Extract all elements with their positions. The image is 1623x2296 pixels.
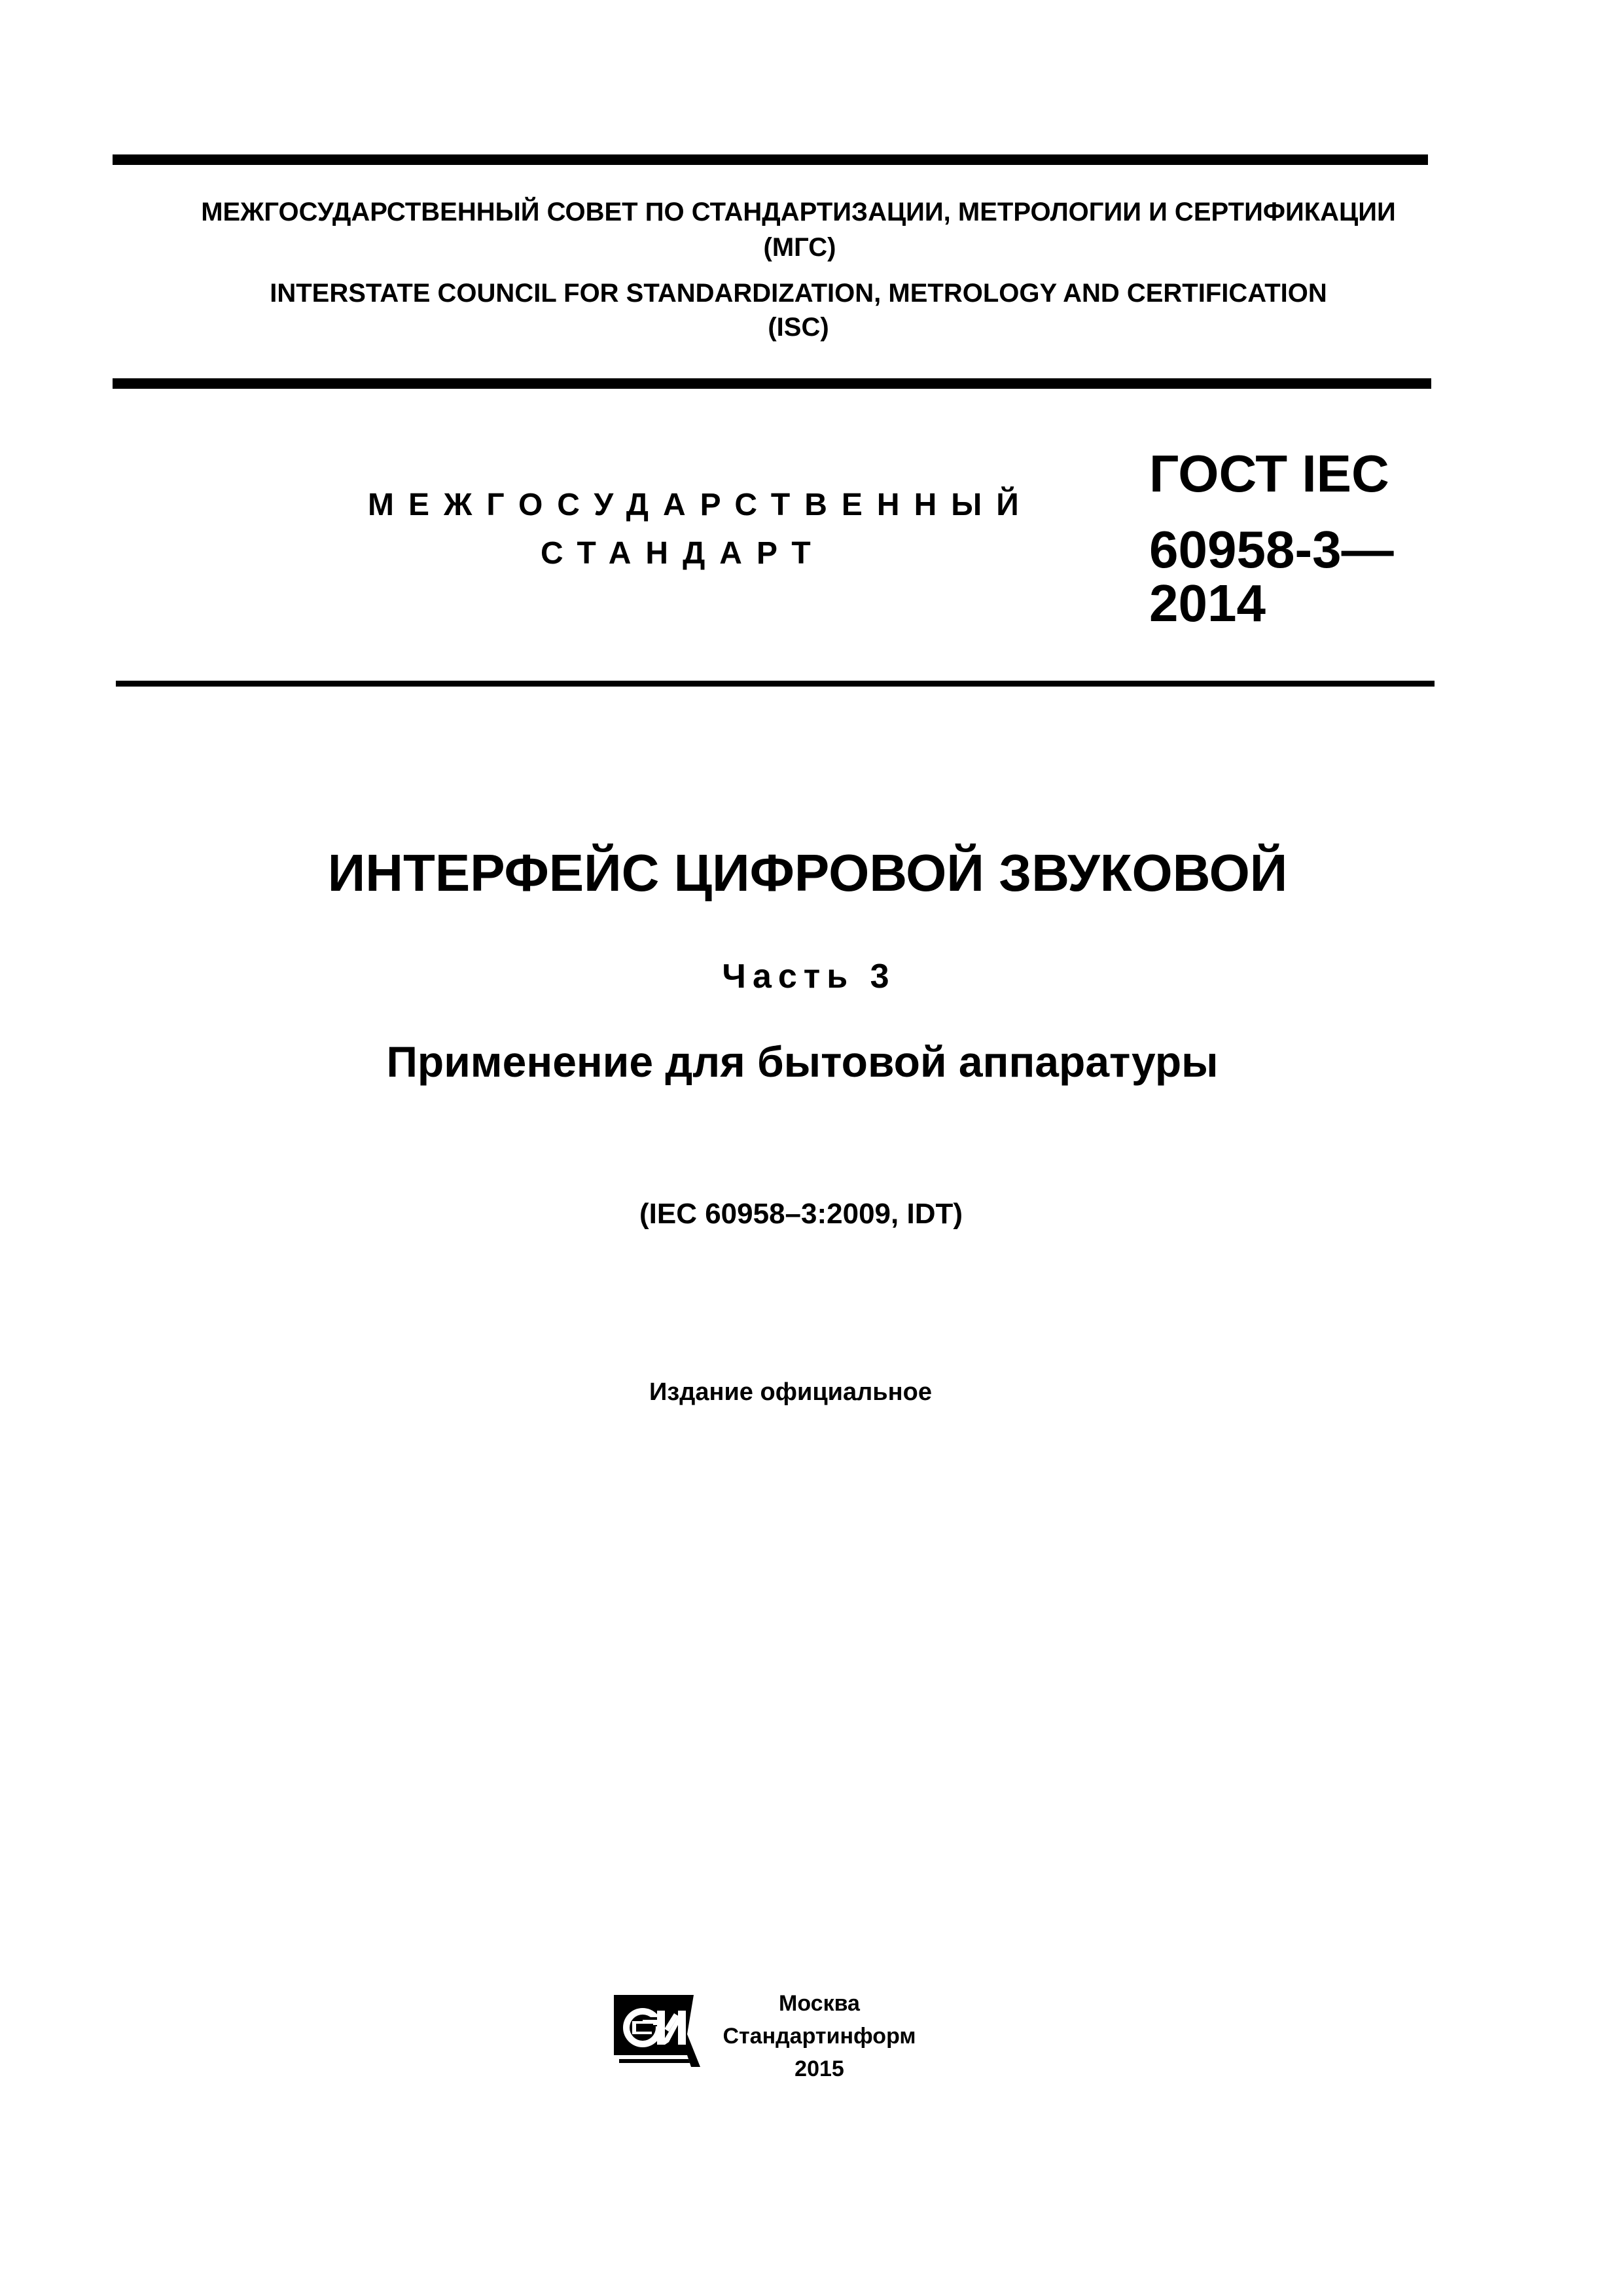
standard-type-label: МЕЖГОСУДАРСТВЕННЫЙ	[368, 488, 1033, 522]
standard-designation: ГОСТ IEC	[1149, 444, 1389, 503]
council-name-en: INTERSTATE COUNCIL FOR STANDARDIZATION, METROLOGY AND CERTIFICATION	[270, 279, 1327, 308]
document-subtitle: Применение для бытовой аппаратуры	[386, 1037, 1219, 1086]
standard-year: 2014	[1149, 574, 1266, 632]
standartinform-logo-icon	[614, 1995, 707, 2067]
top-divider	[113, 154, 1428, 165]
iec-reference: (IEC 60958–3:2009, IDT)	[639, 1198, 963, 1230]
council-name-ru: МЕЖГОСУДАРСТВЕННЫЙ СОВЕТ ПО СТАНДАРТИЗАЦИИ, МЕТРОЛОГИИ И СЕРТИФИКАЦИИ	[201, 198, 1396, 226]
council-abbr-en: (ISC)	[768, 313, 829, 342]
standard-number: 60958-3—	[1149, 520, 1394, 579]
publication-year: 2015	[794, 2056, 844, 2081]
publisher-city: Москва	[779, 1991, 860, 2016]
standard-type-label-2: СТАНДАРТ	[541, 536, 825, 571]
publisher-name: Стандартинформ	[722, 2024, 916, 2049]
document-title: ИНТЕРФЕЙС ЦИФРОВОЙ ЗВУКОВОЙ	[327, 844, 1288, 902]
edition-note: Издание официальное	[649, 1378, 932, 1406]
document-part: Часть 3	[722, 958, 896, 996]
designation-divider	[116, 681, 1435, 687]
council-abbr-ru: (МГС)	[763, 233, 836, 262]
header-divider	[113, 378, 1431, 389]
